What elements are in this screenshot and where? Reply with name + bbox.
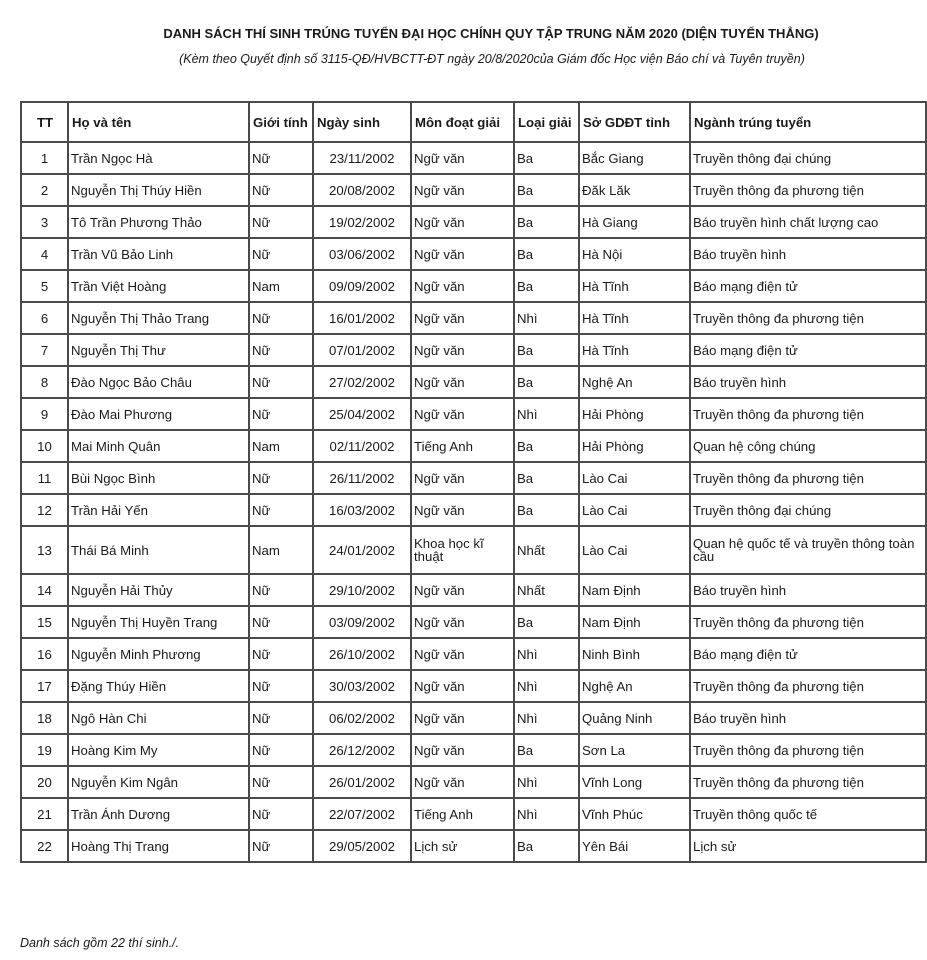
cell-subject: Ngữ văn: [411, 702, 514, 734]
cell-prize: Ba: [514, 430, 579, 462]
cell-subject: Ngữ văn: [411, 734, 514, 766]
cell-birthdate: 02/11/2002: [313, 430, 411, 462]
cell-name: Trần Việt Hoàng: [68, 270, 249, 302]
cell-tt: 6: [21, 302, 68, 334]
table-row: [21, 238, 926, 270]
cell-subject: Ngữ văn: [411, 206, 514, 238]
cell-department: Hà Tĩnh: [579, 334, 690, 366]
header-subject: Môn đoạt giải: [411, 102, 514, 142]
cell-gender: Nữ: [249, 174, 313, 206]
header-major: Ngành trúng tuyển: [690, 102, 926, 142]
cell-prize: Ba: [514, 462, 579, 494]
cell-prize: Nhì: [514, 302, 579, 334]
cell-subject: Lịch sử: [411, 830, 514, 862]
cell-birthdate: 16/01/2002: [313, 302, 411, 334]
cell-prize: Nhất: [514, 526, 579, 574]
cell-subject: Tiếng Anh: [411, 798, 514, 830]
cell-department: Yên Bái: [579, 830, 690, 862]
header-birthdate: Ngày sinh: [313, 102, 411, 142]
cell-department: Sơn La: [579, 734, 690, 766]
cell-major: Truyền thông đa phương tiện: [690, 734, 926, 766]
cell-department: Quảng Ninh: [579, 702, 690, 734]
cell-prize: Ba: [514, 238, 579, 270]
cell-department: Nam Định: [579, 606, 690, 638]
table-row: [21, 766, 926, 798]
table-row: [21, 702, 926, 734]
cell-tt: 2: [21, 174, 68, 206]
cell-tt: 19: [21, 734, 68, 766]
cell-birthdate: 29/10/2002: [313, 574, 411, 606]
cell-prize: Ba: [514, 206, 579, 238]
cell-prize: Nhất: [514, 574, 579, 606]
cell-prize: Ba: [514, 734, 579, 766]
cell-department: Nghệ An: [579, 670, 690, 702]
cell-subject: Ngữ văn: [411, 238, 514, 270]
cell-major: Truyền thông đa phương tiện: [690, 766, 926, 798]
table-row: [21, 366, 926, 398]
cell-name: Nguyễn Thị Thảo Trang: [68, 302, 249, 334]
cell-birthdate: 06/02/2002: [313, 702, 411, 734]
cell-birthdate: 07/01/2002: [313, 334, 411, 366]
cell-prize: Nhì: [514, 398, 579, 430]
cell-department: Đăk Lăk: [579, 174, 690, 206]
cell-name: Thái Bá Minh: [68, 526, 249, 574]
cell-department: Hải Phòng: [579, 430, 690, 462]
cell-prize: Ba: [514, 270, 579, 302]
table-row: [21, 798, 926, 830]
cell-subject: Ngữ văn: [411, 302, 514, 334]
cell-subject: Tiếng Anh: [411, 430, 514, 462]
cell-major: Báo mạng điện tử: [690, 334, 926, 366]
cell-name: Hoàng Thị Trang: [68, 830, 249, 862]
page-subtitle: (Kèm theo Quyết định số 3115-QĐ/HVBCTT-ĐT ngày 20/8/2020của Giám đốc Học viện Báo chí và Tuyên truyền): [179, 52, 805, 66]
cell-tt: 13: [21, 526, 68, 574]
header-prize: Loại giải: [514, 102, 579, 142]
table-row: [21, 302, 926, 334]
cell-tt: 12: [21, 494, 68, 526]
cell-birthdate: 26/10/2002: [313, 638, 411, 670]
cell-birthdate: 29/05/2002: [313, 830, 411, 862]
table-row: [21, 670, 926, 702]
table-row: [21, 462, 926, 494]
cell-major: Truyền thông đại chúng: [690, 494, 926, 526]
cell-name: Nguyễn Hải Thủy: [68, 574, 249, 606]
cell-gender: Nữ: [249, 702, 313, 734]
cell-name: Trần Hải Yến: [68, 494, 249, 526]
cell-tt: 3: [21, 206, 68, 238]
cell-major: Lịch sử: [690, 830, 926, 862]
cell-tt: 18: [21, 702, 68, 734]
cell-name: Nguyễn Thị Thúy Hiền: [68, 174, 249, 206]
cell-tt: 21: [21, 798, 68, 830]
cell-subject: Ngữ văn: [411, 334, 514, 366]
cell-major: Truyền thông đa phương tiện: [690, 670, 926, 702]
cell-major: Báo truyền hình chất lượng cao: [690, 206, 926, 238]
cell-prize: Ba: [514, 494, 579, 526]
table-row: [21, 142, 926, 174]
cell-tt: 1: [21, 142, 68, 174]
cell-birthdate: 19/02/2002: [313, 206, 411, 238]
cell-gender: Nam: [249, 430, 313, 462]
cell-subject: Ngữ văn: [411, 366, 514, 398]
page-title: DANH SÁCH THÍ SINH TRÚNG TUYỂN ĐẠI HỌC CHÍNH QUY TẬP TRUNG NĂM 2020 (DIỆN TUYỂN THẲNG): [163, 26, 819, 41]
cell-birthdate: 03/06/2002: [313, 238, 411, 270]
cell-gender: Nữ: [249, 670, 313, 702]
cell-gender: Nữ: [249, 462, 313, 494]
cell-prize: Ba: [514, 174, 579, 206]
table-row: [21, 430, 926, 462]
cell-major: Truyền thông đa phương tiện: [690, 174, 926, 206]
cell-major: Truyền thông đa phương tiện: [690, 462, 926, 494]
cell-tt: 17: [21, 670, 68, 702]
cell-gender: Nữ: [249, 206, 313, 238]
cell-subject: Ngữ văn: [411, 462, 514, 494]
cell-gender: Nữ: [249, 302, 313, 334]
header-name: Họ và tên: [68, 102, 249, 142]
table-row: [21, 606, 926, 638]
cell-name: Trần Vũ Bảo Linh: [68, 238, 249, 270]
cell-name: Đào Mai Phương: [68, 398, 249, 430]
cell-gender: Nữ: [249, 574, 313, 606]
cell-tt: 7: [21, 334, 68, 366]
cell-department: Bắc Giang: [579, 142, 690, 174]
cell-birthdate: 26/12/2002: [313, 734, 411, 766]
cell-major: Truyền thông đa phương tiện: [690, 302, 926, 334]
table-row: [21, 830, 926, 862]
cell-major: Báo mạng điện tử: [690, 638, 926, 670]
cell-tt: 5: [21, 270, 68, 302]
candidate-table-container: [20, 101, 915, 863]
cell-major: Truyền thông đa phương tiện: [690, 606, 926, 638]
cell-major: Truyền thông đa phương tiện: [690, 398, 926, 430]
cell-birthdate: 09/09/2002: [313, 270, 411, 302]
cell-prize: Nhì: [514, 766, 579, 798]
cell-name: Trần Ánh Dương: [68, 798, 249, 830]
cell-name: Hoàng Kim My: [68, 734, 249, 766]
cell-subject: Ngữ văn: [411, 638, 514, 670]
cell-tt: 10: [21, 430, 68, 462]
cell-prize: Nhì: [514, 638, 579, 670]
cell-gender: Nữ: [249, 398, 313, 430]
table-row: [21, 494, 926, 526]
cell-subject: Ngữ văn: [411, 174, 514, 206]
cell-department: Nghệ An: [579, 366, 690, 398]
cell-gender: Nam: [249, 526, 313, 574]
cell-department: Lào Cai: [579, 494, 690, 526]
cell-major: Báo truyền hình: [690, 238, 926, 270]
cell-name: Mai Minh Quân: [68, 430, 249, 462]
cell-birthdate: 27/02/2002: [313, 366, 411, 398]
cell-birthdate: 26/11/2002: [313, 462, 411, 494]
cell-major: Báo truyền hình: [690, 702, 926, 734]
header-tt: TT: [21, 102, 68, 142]
table-header-row: [21, 102, 926, 142]
cell-department: Lào Cai: [579, 526, 690, 574]
cell-major: Truyền thông quốc tế: [690, 798, 926, 830]
table-row: [21, 638, 926, 670]
cell-name: Nguyễn Thị Thư: [68, 334, 249, 366]
cell-tt: 8: [21, 366, 68, 398]
cell-prize: Ba: [514, 606, 579, 638]
cell-prize: Ba: [514, 142, 579, 174]
cell-major: Truyền thông đại chúng: [690, 142, 926, 174]
cell-major: Báo mạng điện tử: [690, 270, 926, 302]
cell-prize: Ba: [514, 334, 579, 366]
cell-department: Ninh Bình: [579, 638, 690, 670]
cell-name: Ngô Hàn Chi: [68, 702, 249, 734]
cell-name: Trần Ngọc Hà: [68, 142, 249, 174]
cell-department: Hà Tĩnh: [579, 302, 690, 334]
table-row: [21, 734, 926, 766]
cell-gender: Nữ: [249, 238, 313, 270]
cell-birthdate: 26/01/2002: [313, 766, 411, 798]
cell-major: Quan hệ công chúng: [690, 430, 926, 462]
cell-subject: Ngữ văn: [411, 766, 514, 798]
cell-prize: Ba: [514, 830, 579, 862]
table-row: [21, 334, 926, 366]
cell-gender: Nữ: [249, 606, 313, 638]
cell-prize: Nhì: [514, 798, 579, 830]
footer-note: Danh sách gồm 22 thí sinh./.: [20, 936, 180, 950]
table-row: [21, 574, 926, 606]
cell-gender: Nữ: [249, 798, 313, 830]
cell-subject: Ngữ văn: [411, 606, 514, 638]
table-row: [21, 398, 926, 430]
cell-major: Quan hệ quốc tế và truyền thông toàn cầu: [690, 526, 926, 574]
cell-name: Nguyễn Minh Phương: [68, 638, 249, 670]
cell-name: Bùi Ngọc Bình: [68, 462, 249, 494]
cell-department: Nam Định: [579, 574, 690, 606]
table-row: [21, 270, 926, 302]
cell-gender: Nữ: [249, 766, 313, 798]
table-body: [21, 142, 926, 862]
cell-gender: Nữ: [249, 638, 313, 670]
cell-department: Hải Phòng: [579, 398, 690, 430]
cell-prize: Nhì: [514, 670, 579, 702]
cell-prize: Ba: [514, 366, 579, 398]
cell-gender: Nam: [249, 270, 313, 302]
cell-department: Lào Cai: [579, 462, 690, 494]
cell-subject: Ngữ văn: [411, 270, 514, 302]
cell-department: Hà Nội: [579, 238, 690, 270]
cell-gender: Nữ: [249, 142, 313, 174]
cell-name: Đặng Thúy Hiền: [68, 670, 249, 702]
cell-tt: 9: [21, 398, 68, 430]
cell-birthdate: 23/11/2002: [313, 142, 411, 174]
cell-birthdate: 22/07/2002: [313, 798, 411, 830]
cell-subject: Ngữ văn: [411, 670, 514, 702]
cell-major: Báo truyền hình: [690, 366, 926, 398]
cell-birthdate: 03/09/2002: [313, 606, 411, 638]
cell-birthdate: 25/04/2002: [313, 398, 411, 430]
cell-name: Tô Trần Phương Thảo: [68, 206, 249, 238]
cell-birthdate: 20/08/2002: [313, 174, 411, 206]
cell-department: Hà Tĩnh: [579, 270, 690, 302]
cell-tt: 14: [21, 574, 68, 606]
cell-name: Đào Ngọc Bảo Châu: [68, 366, 249, 398]
cell-department: Vĩnh Phúc: [579, 798, 690, 830]
candidate-table: [20, 101, 927, 863]
cell-gender: Nữ: [249, 494, 313, 526]
table-row: [21, 526, 926, 574]
header-department: Sở GDĐT tỉnh: [579, 102, 690, 142]
cell-gender: Nữ: [249, 830, 313, 862]
cell-tt: 16: [21, 638, 68, 670]
table-row: [21, 174, 926, 206]
cell-subject: Ngữ văn: [411, 574, 514, 606]
cell-tt: 22: [21, 830, 68, 862]
cell-major: Báo truyền hình: [690, 574, 926, 606]
header-gender: Giới tính: [249, 102, 313, 142]
cell-prize: Nhì: [514, 702, 579, 734]
cell-tt: 11: [21, 462, 68, 494]
cell-subject: Ngữ văn: [411, 398, 514, 430]
table-row: [21, 206, 926, 238]
cell-gender: Nữ: [249, 366, 313, 398]
cell-birthdate: 24/01/2002: [313, 526, 411, 574]
cell-tt: 15: [21, 606, 68, 638]
cell-department: Hà Giang: [579, 206, 690, 238]
cell-gender: Nữ: [249, 734, 313, 766]
cell-birthdate: 16/03/2002: [313, 494, 411, 526]
cell-name: Nguyễn Kim Ngân: [68, 766, 249, 798]
cell-name: Nguyễn Thị Huyền Trang: [68, 606, 249, 638]
cell-subject: Ngữ văn: [411, 142, 514, 174]
cell-subject: Khoa học kĩ thuật: [411, 526, 514, 574]
cell-gender: Nữ: [249, 334, 313, 366]
cell-tt: 4: [21, 238, 68, 270]
cell-department: Vĩnh Long: [579, 766, 690, 798]
cell-subject: Ngữ văn: [411, 494, 514, 526]
cell-birthdate: 30/03/2002: [313, 670, 411, 702]
cell-tt: 20: [21, 766, 68, 798]
